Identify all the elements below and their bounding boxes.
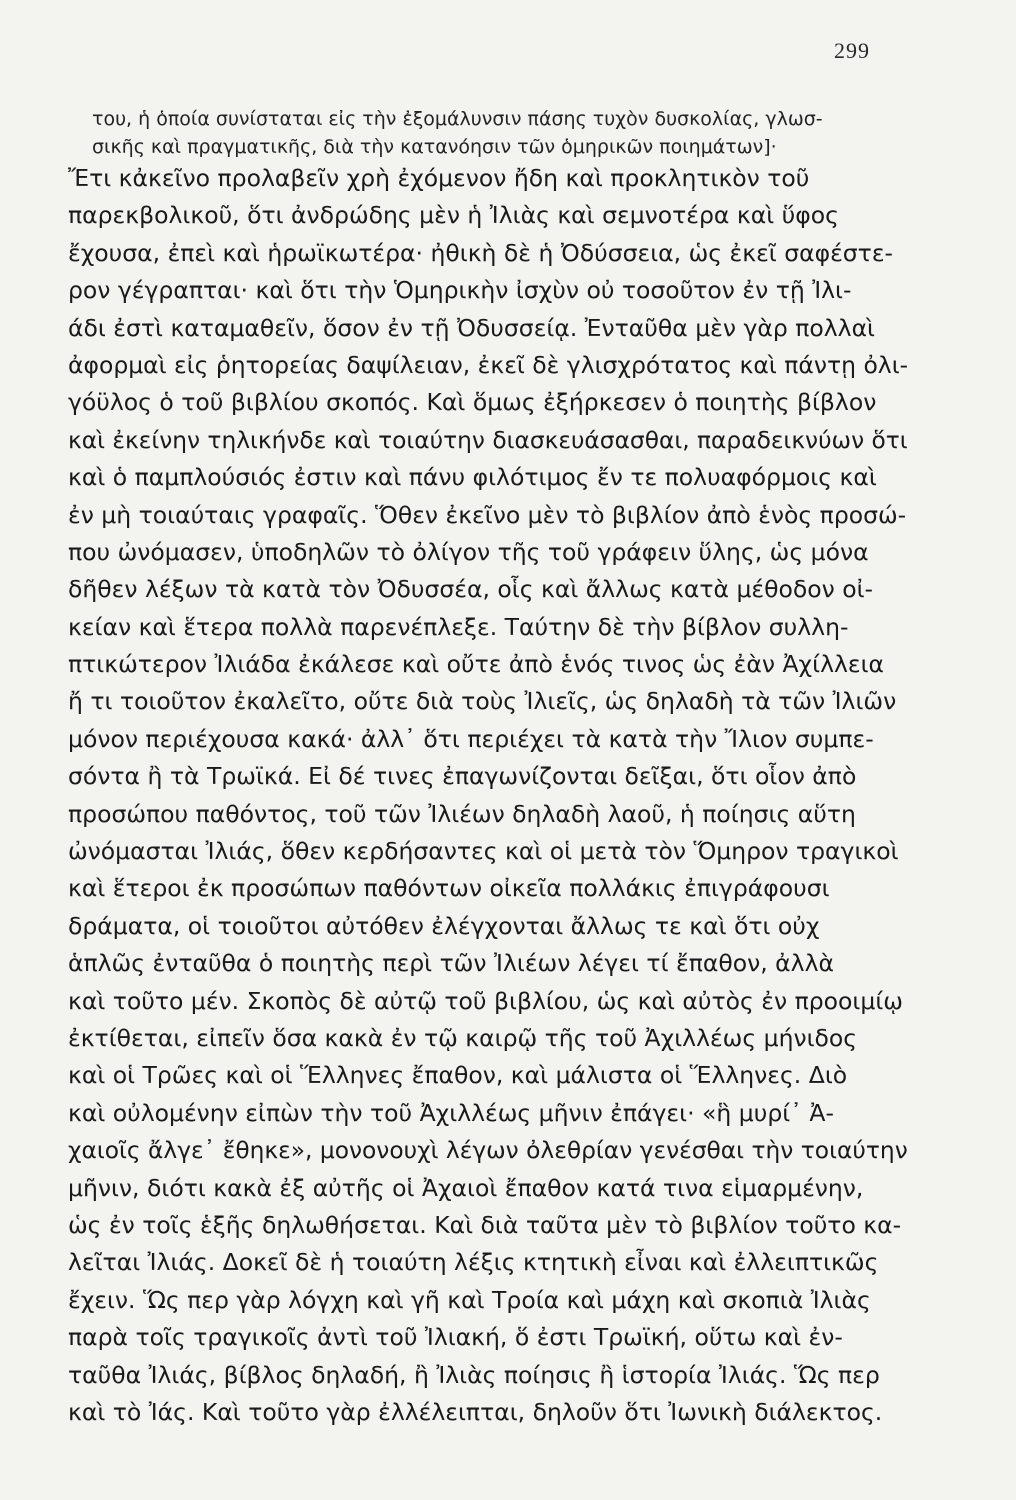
text-line: καὶ ὁ παμπλούσιός ἐστιν καὶ πάνυ φιλότιμος ἔν τε πολυαφόρμοις καὶ [68,463,877,492]
text-line: ὡς ἐν τοῖς ἑξῆς δηλωθήσεται. Καὶ διὰ ταῦτα μὲν τὸ βιβλίον τοῦτο κα- [68,1210,902,1239]
text-line: ρον γέγραπται· καὶ ὅτι τὴν Ὁμηρικὴν ἰσχὺν οὐ τοσοῦτον ἐν τῇ Ἰλι- [68,276,852,305]
text-line: καὶ οὐλομένην εἰπὼν τὴν τοῦ Ἀχιλλέως μῆνιν ἐπάγει· «ἣ μυρί᾽ Ἀ- [68,1098,834,1127]
text-line: ἐκτίθεται, εἰπεῖν ὅσα κακὰ ἐν τῷ καιρῷ τῆς τοῦ Ἀχιλλέως μήνιδος [68,1023,858,1052]
text-line: ἔχουσα, ἐπεὶ καὶ ἡρωϊκωτέρα· ἠθικὴ δὲ ἡ Ὀδύσσεια, ὡς ἐκεῖ σαφέστε- [68,238,894,267]
text-line: καὶ τὸ Ἰάς. Καὶ τοῦτο γὰρ ἐλλέλειπται, δηλοῦν ὅτι Ἰωνικὴ διάλεκτος. [68,1397,883,1426]
text-line: δράματα, οἱ τοιοῦτοι αὐτόθεν ἐλέγχονται ἄλλως τε καὶ ὅτι οὐχ [68,911,820,940]
text-line: ἀφορμαὶ εἰς ῥητορείας δαψίλειαν, ἐκεῖ δὲ γλισχρότατος καὶ πάντῃ ὀλι- [68,350,909,379]
text-line: δῆθεν λέξων τὰ κατὰ τὸν Ὀδυσσέα, οἷς καὶ ἄλλως κατὰ μέθοδον οἰ- [68,575,874,604]
text-line: άδι ἐστὶ καταμαθεῖν, ὅσον ἐν τῇ Ὀδυσσείᾳ. Ἐνταῦθα μὲν γὰρ πολλαὶ [68,313,876,342]
footnote-line: του, ἡ ὁποία συνίσταται εἰς τὴν ἐξομάλυνσιν πάσης τυχὸν δυσκολίας, γλωσ- [92,108,823,130]
text-line: μῆνιν, διότι κακὰ ἐξ αὐτῆς οἱ Ἀχαιοὶ ἔπαθον κατά τινα εἱμαρμένην, [68,1173,864,1202]
page-number: 299 [834,38,870,63]
footnote-block [92,105,892,161]
main-text-block [68,160,908,1431]
text-line: ἐν μὴ τοιαύταις γραφαῖς. Ὅθεν ἐκεῖνο μὲν τὸ βιβλίον ἀπὸ ἑνὸς προσώ- [68,500,907,529]
text-line: σόντα ἢ τὰ Τρωϊκά. Εἰ δέ τινες ἐπαγωνίζονται δεῖξαι, ὅτι οἷον ἀπὸ [68,762,857,791]
text-line: παρὰ τοῖς τραγικοῖς ἀντὶ τοῦ Ἰλιακή, ὅ ἐστι Τρωϊκή, οὕτω καὶ ἐν- [68,1323,843,1352]
text-line: χαιοῖς ἄλγε᾽ ἔθηκε», μονονουχὶ λέγων ὀλεθρίαν γενέσθαι τὴν τοιαύτην [68,1136,908,1165]
text-line: μόνον περιέχουσα κακά· ἀλλ᾽ ὅτι περιέχει τὰ κατὰ τὴν Ἴλιον συμπε- [68,724,874,753]
text-line: προσώπου παθόντος, τοῦ τῶν Ἰλιέων δηλαδὴ λαοῦ, ἡ ποίησις αὕτη [68,799,856,828]
text-line: λεῖται Ἰλιάς. Δοκεῖ δὲ ἡ τοιαύτη λέξις κτητικὴ εἶναι καὶ ἐλλειπτικῶς [68,1248,879,1277]
footnote-line: σικῆς καὶ πραγματικῆς, διὰ τὴν κατανόησιν τῶν ὁμηρικῶν ποιημάτων]· [92,136,777,158]
text-line: ἔχειν. Ὥς περ γὰρ λόγχη καὶ γῆ καὶ Τροία καὶ μάχη καὶ σκοπιὰ Ἰλιὰς [68,1285,871,1314]
text-line: παρεκβολικοῦ, ὅτι ἀνδρώδης μὲν ἡ Ἰλιὰς καὶ σεμνοτέρα καὶ ὕφος [68,201,839,230]
text-line: ταῦθα Ἰλιάς, βίβλος δηλαδή, ἢ Ἰλιὰς ποίησις ἢ ἱστορία Ἰλιάς. Ὥς περ [68,1360,880,1389]
text-line: Ἔτι κἀκεῖνο προλαβεῖν χρὴ ἐχόμενον ἤδη καὶ προκλητικὸν τοῦ [68,164,810,192]
text-line: καὶ ἐκείνην τηλικήνδε καὶ τοιαύτην διασκευάσασθαι, παραδεικνύων ὅτι [68,425,908,454]
text-line: ὠνόμασται Ἰλιάς, ὅθεν κερδήσαντες καὶ οἱ μετὰ τὸν Ὅμηρον τραγικοὶ [68,837,899,866]
text-line: που ὠνόμασεν, ὑποδηλῶν τὸ ὀλίγον τῆς τοῦ γράφειν ὕλης, ὡς μόνα [68,537,869,566]
text-line: κείαν καὶ ἕτερα πολλὰ παρενέπλεξε. Ταύτην δὲ τὴν βίβλον συλλη- [68,612,849,641]
text-line: ἤ τι τοιοῦτον ἐκαλεῖτο, οὔτε διὰ τοὺς Ἰλιεῖς, ὡς δηλαδὴ τὰ τῶν Ἰλιῶν [68,687,897,716]
text-line: καὶ τοῦτο μέν. Σκοπὸς δὲ αὐτῷ τοῦ βιβλίου, ὡς καὶ αὐτὸς ἐν προοιμίῳ [68,986,903,1015]
text-line: ἁπλῶς ἐνταῦθα ὁ ποιητὴς περὶ τῶν Ἰλιέων λέγει τί ἔπαθον, ἀλλὰ [68,949,834,978]
text-line: πτικώτερον Ἰλιάδα ἐκάλεσε καὶ οὔτε ἀπὸ ἑνός τινος ὡς ἐὰν Ἀχίλλεια [68,650,885,679]
text-line: καὶ ἕτεροι ἐκ προσώπων παθόντων οἰκεῖα πολλάκις ἐπιγράφουσι [68,874,830,903]
text-line: γόϋλος ὁ τοῦ βιβλίου σκοπός. Καὶ ὅμως ἐξήρκεσεν ὁ ποιητὴς βίβλον [68,388,877,417]
text-line: καὶ οἱ Τρῶες καὶ οἱ Ἕλληνες ἔπαθον, καὶ μάλιστα οἱ Ἕλληνες. Διὸ [68,1061,848,1090]
